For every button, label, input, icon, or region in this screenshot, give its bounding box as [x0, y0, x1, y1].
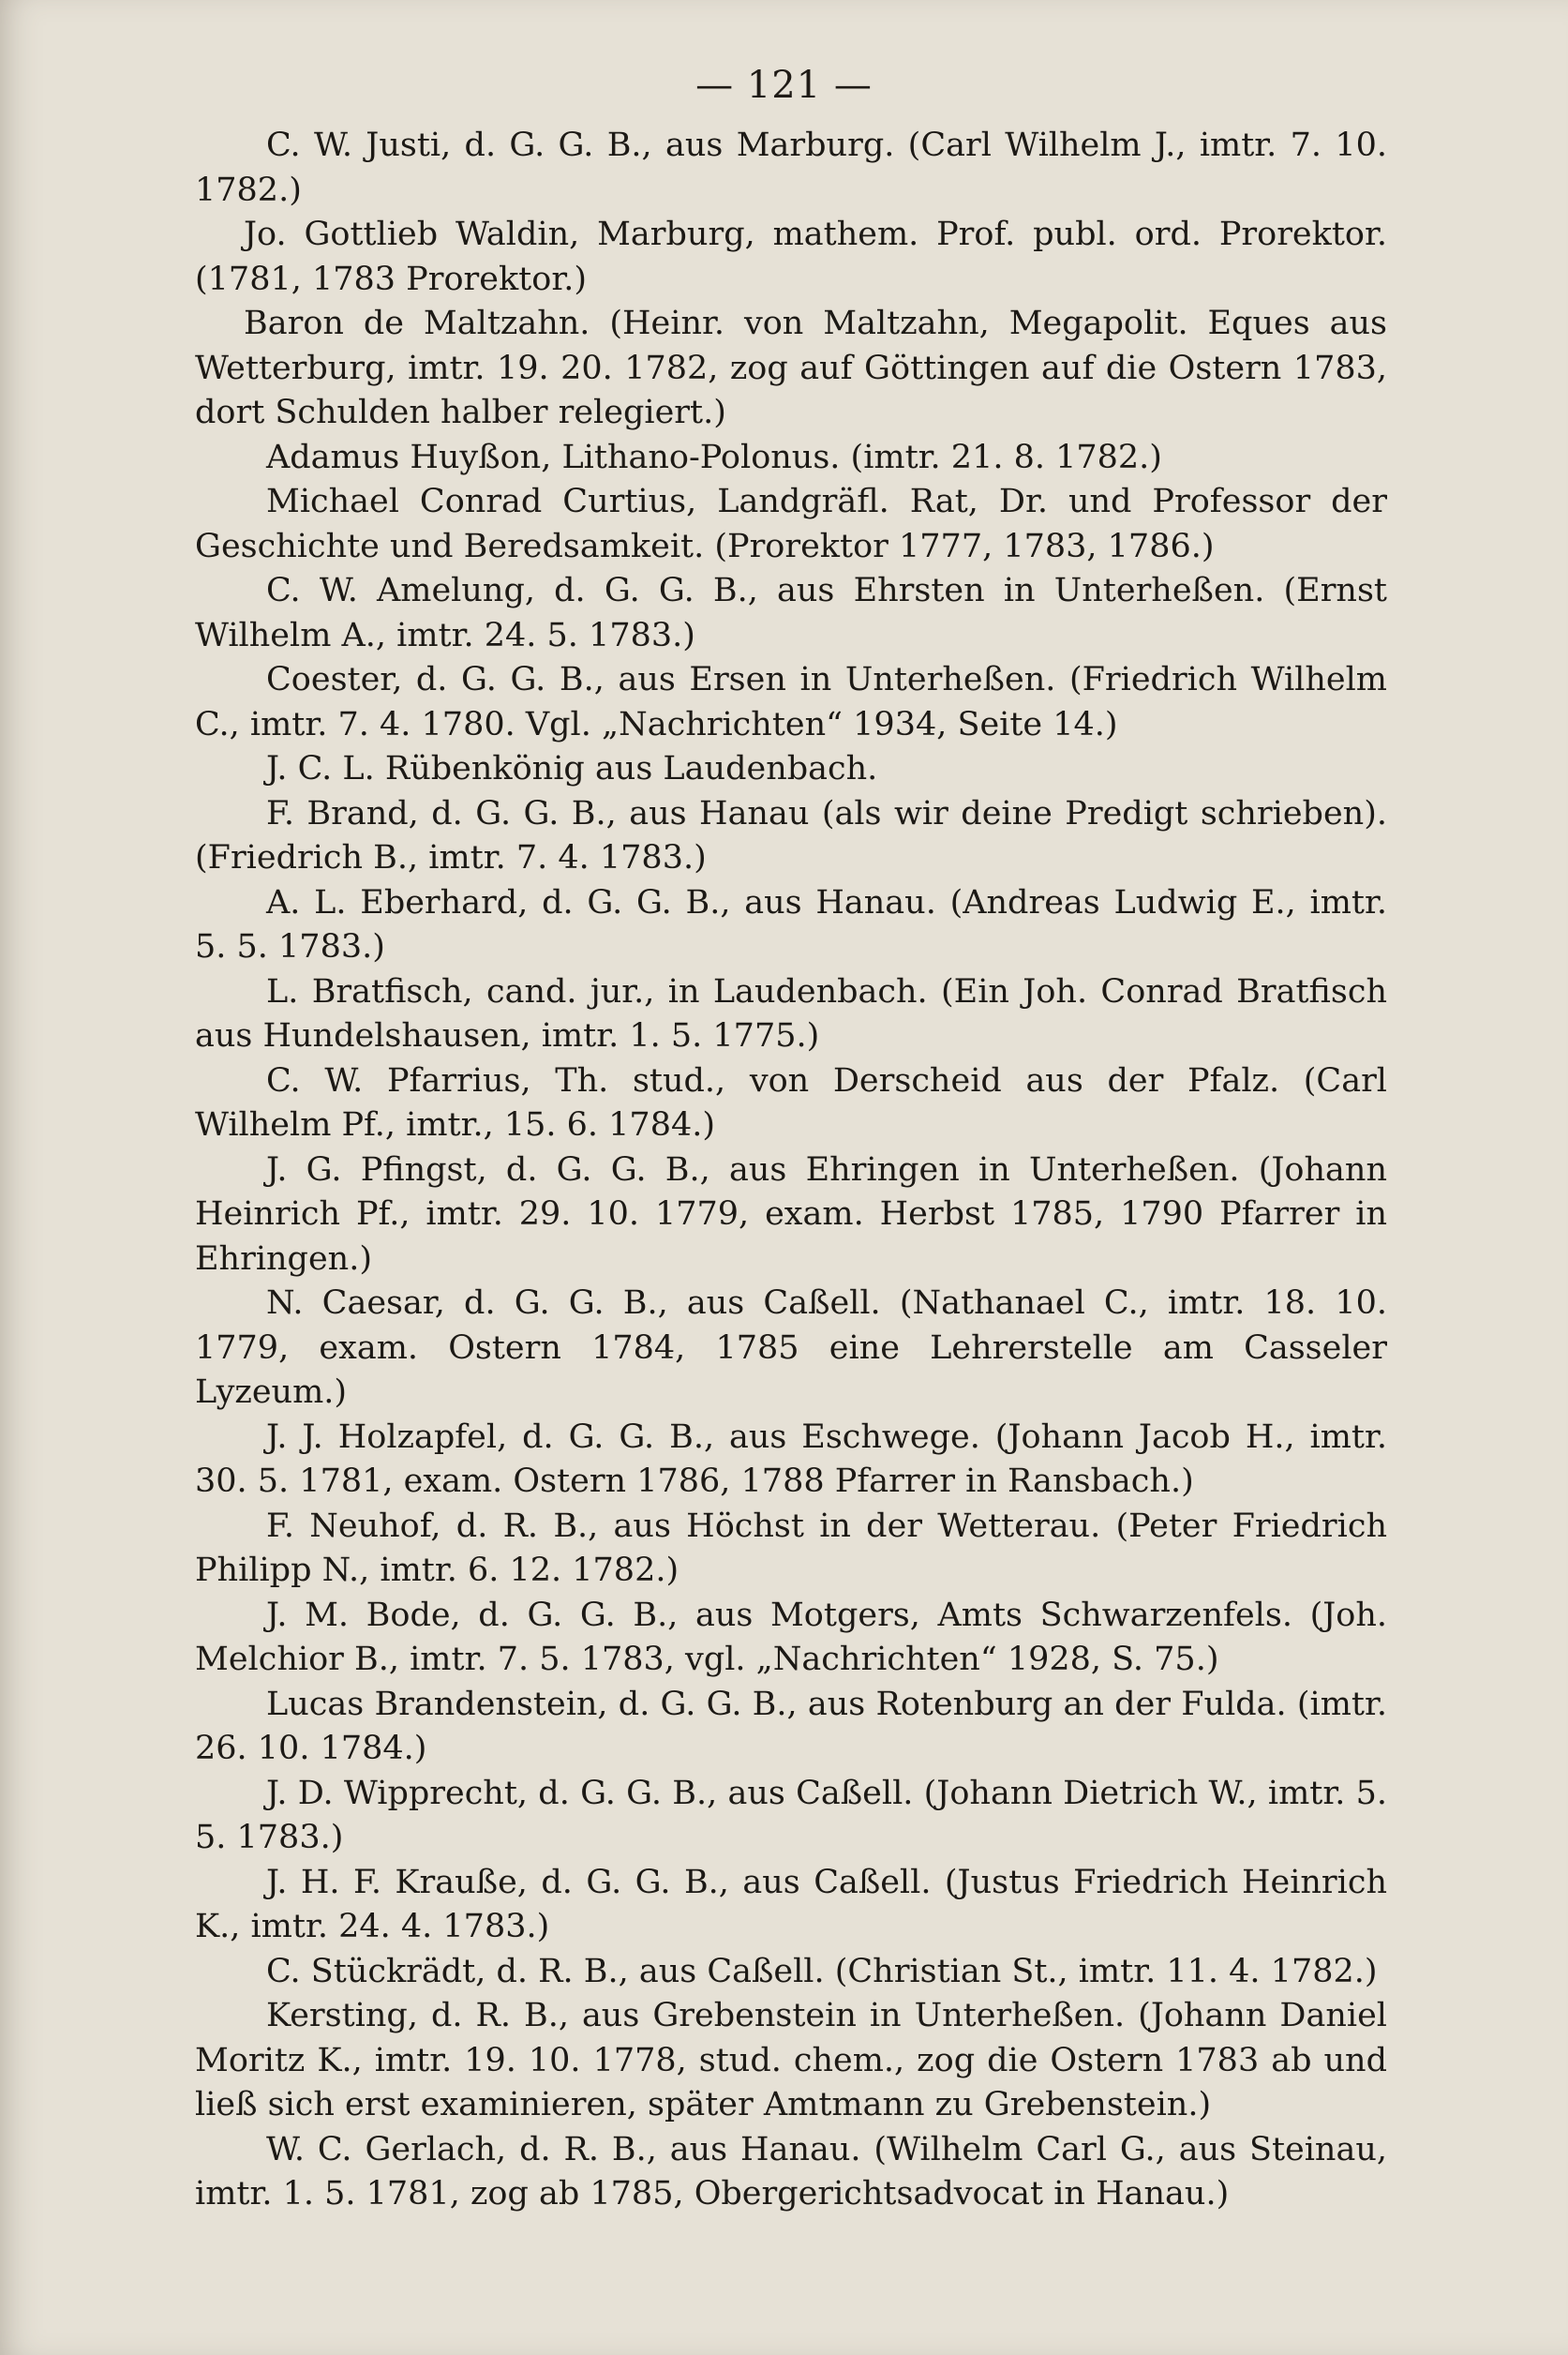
entry-pfarrius: C. W. Pfarrius, Th. stud., von Derscheid aus der Pfalz. (Carl Wilhelm Pf., imtr., 15. 6. 1784.) — [195, 1061, 1387, 1144]
entry-curtius: Michael Conrad Curtius, Landgräfl. Rat, Dr. und Professor der Geschichte und Beredsamkeit. (Prorektor 1777, 1783, 1786.) — [195, 483, 1387, 565]
entry-holzapfel: J. J. Holzapfel, d. G. G. B., aus Eschwege. (Johann Jacob H., imtr. 30. 5. 1781, exam. Ostern 1786, 1788 Pfarrer in Ransbach.) — [195, 1418, 1387, 1500]
entry-ruebenkoenig: J. C. L. Rübenkönig aus Laudenbach. — [266, 750, 878, 788]
entry-brandenstein: Lucas Brandenstein, d. G. G. B., aus Rotenburg an der Fulda. (imtr. 26. 10. 1784.) — [195, 1685, 1387, 1767]
entry-wipprecht: J. D. Wipprecht, d. G. G. B., aus Caßell. (Johann Dietrich W., imtr. 5. 5. 1783.) — [195, 1774, 1387, 1856]
entry-list — [195, 124, 1387, 2217]
page-number: — 121 — — [695, 64, 873, 107]
entry-stueckraedt: C. Stückrädt, d. R. B., aus Caßell. (Christian St., imtr. 11. 4. 1782.) — [266, 1952, 1378, 1990]
entry-kersting: Kersting, d. R. B., aus Grebenstein in Unterheßen. (Johann Daniel Moritz K., imtr. 19. 10. 1778, stud. chem., zog die Ostern 1783 ab und ließ sich erst examinieren, später Amtmann zu Grebenstein.) — [195, 1997, 1387, 2123]
entry-amelung: C. W. Amelung, d. G. G. B., aus Ehrsten in Unterheßen. (Ernst Wilhelm A., imtr. 24. 5. 1783.) — [195, 572, 1387, 654]
entry-coester: Coester, d. G. G. B., aus Ersen in Unterheßen. (Friedrich Wilhelm C., imtr. 7. 4. 1780. Vgl. „Nachrichten“ 1934, Seite 14.) — [195, 661, 1387, 743]
entry-pfingst: J. G. Pfingst, d. G. G. B., aus Ehringen in Unterheßen. (Johann Heinrich Pf., imtr. 29. 10. 1779, exam. Herbst 1785, 1790 Pfarrer in Ehringen.) — [195, 1150, 1387, 1278]
entry-krausse: J. H. F. Kraußе, d. G. G. B., aus Caßell. (Justus Friedrich Heinrich K., imtr. 24. 4. 1783.) — [195, 1863, 1387, 1945]
entry-caesar: N. Caesar, d. G. G. B., aus Caßell. (Nathanael C., imtr. 18. 10. 1779, exam. Ostern 1784, 1785 eine Lehrerstelle am Casseler Lyzeum.) — [195, 1284, 1387, 1411]
entry-maltzahn: Baron de Maltzahn. (Heinr. von Maltzahn, Megapolit. Eques aus Wetterburg, imtr. 19. 20. 1782, zog auf Göttingen auf die Ostern 1783, dort Schulden halber relegiert.) — [195, 305, 1387, 431]
entry-waldin: Jo. Gottlieb Waldin, Marburg, mathem. Prof. publ. ord. Prorektor. (1781, 1783 Prorektor.) — [195, 216, 1387, 298]
entry-neuhof: F. Neuhof, d. R. B., aus Höchst in der Wetterau. (Peter Friedrich Philipp N., imtr. 6. 12. 1782.) — [195, 1507, 1387, 1589]
entry-brand: F. Brand, d. G. G. B., aus Hanau (als wir deine Predigt schrieben). (Friedrich B., imtr. 7. 4. 1783.) — [195, 794, 1387, 877]
entry-huysson: Adamus Huyßon, Lithano-Polonus. (imtr. 21. 8. 1782.) — [266, 438, 1162, 476]
entry-justi: C. W. Justi, d. G. G. B., aus Marburg. (Carl Wilhelm J., imtr. 7. 10. 1782.) — [195, 127, 1387, 209]
entry-bratfisch: L. Bratfisch, cand. jur., in Laudenbach. (Ein Joh. Conrad Bratfisch aus Hundelshausen, imtr. 1. 5. 1775.) — [195, 972, 1387, 1055]
entry-eberhard: A. L. Eberhard, d. G. G. B., aus Hanau. (Andreas Ludwig E., imtr. 5. 5. 1783.) — [195, 883, 1387, 966]
entry-bode: J. M. Bode, d. G. G. B., aus Motgers, Amts Schwarzenfels. (Joh. Melchior B., imtr. 7. 5. 1783, vgl. „Nachrichten“ 1928, S. 75.) — [195, 1596, 1387, 1678]
entry-gerlach: W. C. Gerlach, d. R. B., aus Hanau. (Wilhelm Carl G., aus Steinau, imtr. 1. 5. 1781, zog ab 1785, Obergerichtsadvocat in Hanau.) — [195, 2130, 1387, 2212]
